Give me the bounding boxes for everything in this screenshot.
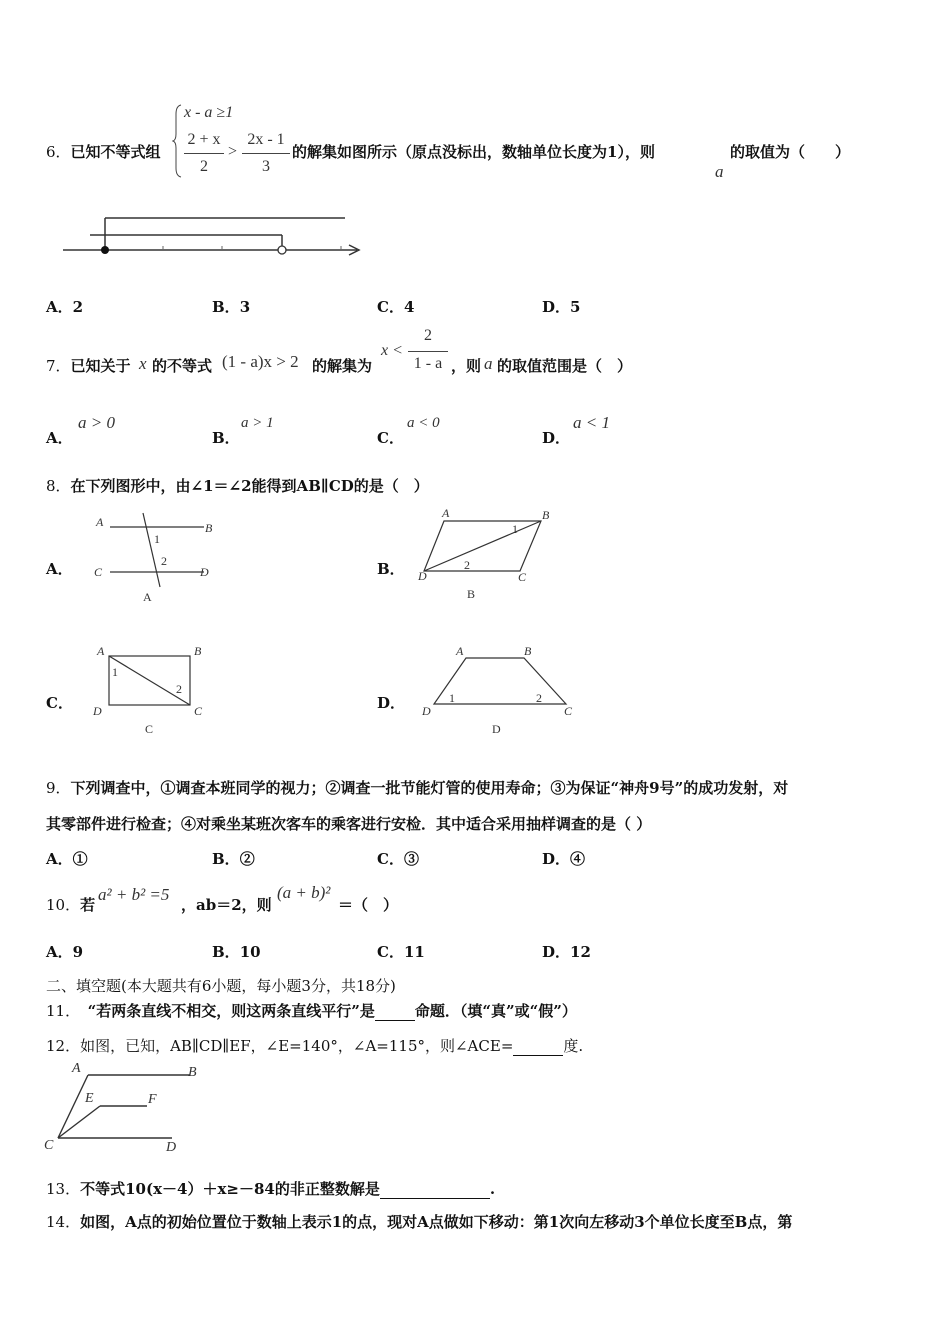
q12-label-B: B [188,1065,197,1080]
q6-middle-text: 的解集如图所示（原点没标出，数轴单位长度为1），则 [292,143,655,161]
q8b-label-B: B [542,508,550,522]
q8c-caption: C [145,722,154,736]
q10-option-a[interactable]: A．9 [46,943,84,961]
q6-gt-sign: > [228,143,238,160]
q8b-caption: B [467,587,476,601]
q7-solution-bar [408,351,448,352]
q7-option-a-value: a > 0 [78,413,115,432]
q10-mid: ，ab＝2，则 [181,896,272,914]
q8c-angle-1: 1 [112,665,118,679]
q7-solution-lhs: x < [381,342,403,359]
q7-solution-num: 2 [424,327,432,344]
q8-number: 8． [46,477,71,495]
q8c-label-D: D [93,704,102,718]
q6-var-a: a [715,162,724,181]
q8a-caption: A [143,590,152,604]
q8a-label-B: B [205,521,213,535]
q8c-label-A: A [97,644,105,658]
q8a-label-C: C [94,565,103,579]
q7-solution-den: 1 - a [413,355,443,372]
q8a-angle-2: 2 [161,554,167,568]
q6-stem [46,141,161,162]
q8-figure-a [88,505,228,605]
q13-answer-blank[interactable] [380,1182,490,1199]
q10-option-b[interactable]: B．10 [212,943,261,961]
q8d-label-C: C [564,704,573,718]
q8-option-a[interactable]: A． [46,560,73,578]
q7-option-c[interactable]: C． [377,429,404,447]
q11-stem: 11． “若两条直线不相交，则这两条直线平行”是 命题．（填“真”或“假”） [46,1002,577,1020]
q8b-label-D: D [418,569,427,583]
q12-stem: 12．如图，已知，AB∥CD∥EF，∠E=140°，∠A=115°，则∠ACE= 度. [46,1037,584,1055]
q6-frac2-den: 3 [262,158,270,175]
q13-number: 13． [46,1180,81,1198]
q7-suffix: 的取值范围是（ ） [497,357,633,375]
q8b-angle-2: 2 [464,558,470,572]
q10-option-d[interactable]: D．12 [542,943,591,961]
q6-suffix: 的取值为（ ） [730,143,851,161]
q9-stem-line1: 9．下列调查中，①调查本班同学的视力；②调查一批节能灯管的使用寿命；③为保证“神舟9号”的成功发射，对 [46,779,789,797]
q12-label-E: E [85,1091,94,1106]
q6-number-line-figure [55,210,367,262]
q7-option-b[interactable]: B． [212,429,240,447]
q7-mid2: 的解集为 [312,357,373,375]
q14-stem: 14．如图，A点的初始位置位于数轴上表示1的点，现对A点做如下移动：第1次向左移动3个单位长度至B点，第 [46,1213,793,1231]
q6-option-d[interactable]: D．5 [542,298,581,316]
q6-frac1-num: 2 + x [187,131,221,148]
q6-frac1-bar [184,153,224,154]
q8d-angle-1: 1 [449,691,455,705]
q6-option-b[interactable]: B．3 [212,298,251,316]
q8a-label-A: A [96,515,104,529]
q6-option-c[interactable]: C．4 [377,298,415,316]
q8c-label-B: B [194,644,202,658]
q7-mid1: 的不等式 [152,357,213,375]
q8c-label-C: C [194,704,203,718]
q8d-label-D: D [422,704,431,718]
q7-option-b-value: a > 1 [241,415,274,431]
q6-prefix: 已知不等式组 [70,143,161,161]
q8a-angle-1: 1 [154,532,160,546]
q12-label-C: C [44,1138,54,1153]
q8b-label-A: A [442,506,450,520]
q8-stem: 8．在下列图形中，由∠1＝∠2能得到AB∥CD的是（ ） [46,477,429,495]
q10-expr1: a² + b² =5 [98,885,170,904]
q12-number: 12． [46,1037,81,1055]
q8b-angle-1: 1 [512,522,518,536]
q12-figure [42,1060,207,1155]
q7-mid3: ，则 [451,357,482,375]
q7-option-d[interactable]: D． [542,429,571,447]
q8-option-d[interactable]: D． [377,694,406,712]
q9-option-b[interactable]: B．② [212,850,255,868]
q10-suffix: ＝（ ） [338,896,399,914]
q6-closed-point [101,246,109,254]
q6-frac1-den: 2 [200,158,208,175]
q8a-label-D: D [200,565,209,579]
q10-expr2: (a + b)² [277,883,331,902]
q7-option-c-value: a < 0 [407,415,440,431]
section2-title: 二、填空题(本大题共有6小题，每小题3分，共18分) [46,977,396,995]
q10-stem-prefix: 10．若 [46,896,96,914]
q11-answer-blank[interactable] [375,1004,415,1021]
q8-figure-d [418,640,583,740]
q9-stem-line2: 其零部件进行检查；④对乘坐某班次客车的乘客进行安检．其中适合采用抽样调查的是（ ） [46,815,652,833]
q10-option-c[interactable]: C．11 [377,943,425,961]
q8d-angle-2: 2 [536,691,542,705]
q7-stem-prefix: 7．已知关于 [46,357,131,375]
q6-open-point [278,246,286,254]
q7-inequality: (1 - a)x > 2 [222,352,299,371]
q10-number: 10． [46,896,81,914]
q7-number: 7． [46,357,71,375]
q12-label-F: F [148,1092,157,1107]
q8-figure-c [88,640,223,740]
q7-option-d-value: a < 1 [573,413,610,432]
q6-option-a[interactable]: A．2 [46,298,84,316]
q9-option-d[interactable]: D．④ [542,850,586,868]
q8c-angle-2: 2 [176,682,182,696]
q7-var-a: a [484,354,493,373]
q12-answer-blank[interactable] [513,1039,563,1056]
q8b-label-C: C [518,570,527,584]
q9-number: 9． [46,779,71,797]
q14-number: 14． [46,1213,81,1231]
q6-frac2-bar [242,153,290,154]
q8-figure-b [416,505,561,605]
q6-system-line1: x - a ≥1 [184,104,234,121]
q8-option-c[interactable]: C． [46,694,73,712]
q8-option-b[interactable]: B． [377,560,405,578]
q12-label-A: A [72,1061,81,1076]
q13-stem: 13．不等式10(x－4）＋x≥－84的非正整数解是 . [46,1180,496,1198]
q8d-caption: D [492,722,501,736]
q8d-label-A: A [456,644,464,658]
q6-number: 6． [46,143,71,161]
q9-option-c[interactable]: C．③ [377,850,419,868]
q12-label-D: D [166,1140,177,1155]
q11-number: 11． [46,1002,73,1020]
q6-frac2-num: 2x - 1 [247,131,285,148]
q6-system-brace [172,104,184,178]
q9-option-a[interactable]: A．① [46,850,88,868]
q8d-label-B: B [524,644,532,658]
q7-var-x: x [139,354,147,373]
q7-option-a[interactable]: A． [46,429,73,447]
